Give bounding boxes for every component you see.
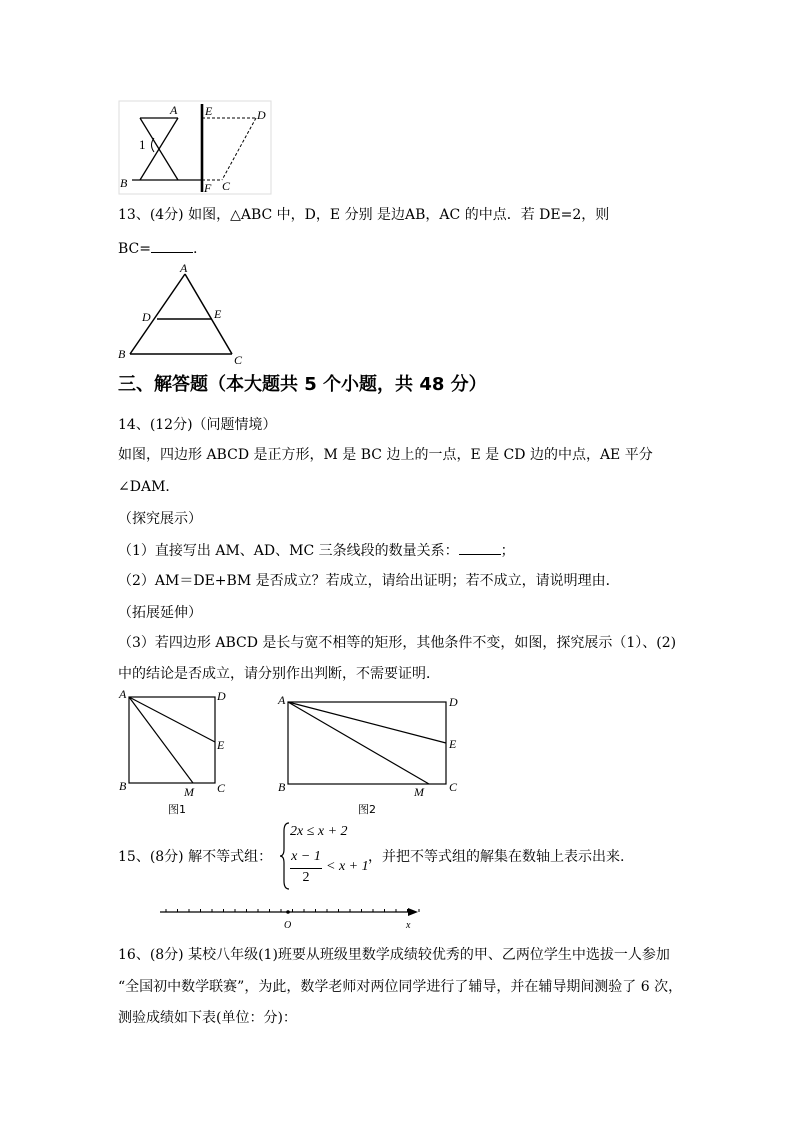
q13-bc-suffix: . (193, 241, 198, 257)
q14-figure-1 (116, 688, 234, 798)
q14-figure-2 (276, 692, 466, 800)
inequality-2-rest: < x + 1 (326, 859, 369, 874)
fig1-label-E: E (217, 738, 225, 752)
q14-line1: 如图，四边形 ABCD 是正方形，M 是 BC 边上的一点，E 是 CD 边的中点，AE 平分 (118, 447, 653, 463)
q14-item2: （2）AM＝DE+BM 是否成立？若成立，请给出证明；若不成立，请说明理由． (118, 573, 620, 589)
fig2-label-B: B (278, 780, 286, 794)
q15-suffix: ，并把不等式组的解集在数轴上表示出来. (368, 849, 625, 865)
fig1-caption: 图1 (168, 803, 186, 816)
q13-triangle-figure (116, 260, 252, 366)
q14-item1 (118, 542, 515, 560)
label-angle-1: 1 (139, 137, 146, 152)
origin-point (286, 910, 290, 914)
tri-label-B: B (118, 347, 126, 361)
q13-answer-blank[interactable] (151, 240, 193, 253)
q14-line2: ∠DAM． (118, 479, 180, 495)
q14-item1-text: （1）直接写出 AM、AD、MC 三条线段的数量关系： (118, 543, 459, 559)
tri-label-A: A (180, 261, 188, 275)
label-F: F (204, 181, 212, 195)
q15-prefix: 15、(8分) 解不等式组： (118, 849, 273, 865)
q14-item1-answer-blank[interactable] (459, 542, 501, 555)
tri-label-C: C (234, 353, 243, 366)
tri-label-E: E (214, 307, 222, 321)
q13-line2 (118, 240, 197, 258)
fig2-label-E: E (449, 737, 457, 751)
label-E: E (205, 104, 213, 118)
q14-head: 14、(12分)（问题情境） (118, 417, 277, 433)
q14-item3-line1: （3）若四边形 ABCD 是长与宽不相等的矩形，其他条件不变，如图，探究展示（1）、(2) (118, 635, 677, 651)
q14-item3-line2: 中的结论是否成立，请分别作出判断，不需要证明． (118, 666, 440, 682)
axis-variable-label: x (406, 920, 411, 931)
fig2-label-C: C (449, 780, 458, 794)
label-D: D (257, 108, 266, 122)
q16-line1: 16、(8分) 某校八年级(1)班要从班级里数学成绩较优秀的甲、乙两位学生中选拔一人参加 (118, 947, 670, 963)
fig2-label-A: A (278, 693, 286, 707)
q13-line1: 13、(4分) 如图，△ABC 中，D，E 分别 是边AB，AC 的中点．若 DE=2，则 (118, 207, 610, 223)
inequality-2-denominator: 2 (302, 870, 310, 885)
q14-explore-label: （探究展示） (118, 511, 202, 527)
fig2-label-M: M (414, 785, 424, 799)
inequality-1: 2x ≤ x + 2 (290, 824, 348, 839)
q16-line3: 测验成绩如下表(单位：分)： (118, 1010, 297, 1026)
fig1-label-C: C (217, 781, 226, 795)
fig2-label-D: D (449, 695, 458, 709)
inequality-2-numerator: x − 1 (291, 849, 321, 864)
fig1-label-M: M (184, 785, 194, 798)
tri-label-D: D (142, 310, 151, 324)
q14-extend-label: （拓展延伸） (118, 605, 202, 621)
label-C: C (222, 179, 231, 193)
q13-bc-prefix: BC= (118, 241, 151, 257)
q16-line2: “全国初中数学联赛”，为此，数学老师对两位同学进行了辅导，并在辅导期间测验了 6 次， (118, 979, 683, 995)
fig1-label-A: A (119, 688, 127, 701)
label-A: A (170, 103, 178, 117)
number-line (156, 902, 426, 932)
q14-item1-suffix: ； (500, 543, 515, 559)
axis-origin-label: O (284, 920, 292, 931)
fig1-label-D: D (217, 689, 226, 703)
fraction-bar (290, 868, 322, 869)
figure-parallel-lines (118, 100, 278, 196)
fig2-caption: 图2 (358, 803, 376, 816)
fig1-label-B: B (119, 779, 127, 793)
section3-title: 三、解答题（本大题共 5 个小题，共 48 分） (118, 374, 487, 395)
label-B: B (120, 176, 128, 190)
